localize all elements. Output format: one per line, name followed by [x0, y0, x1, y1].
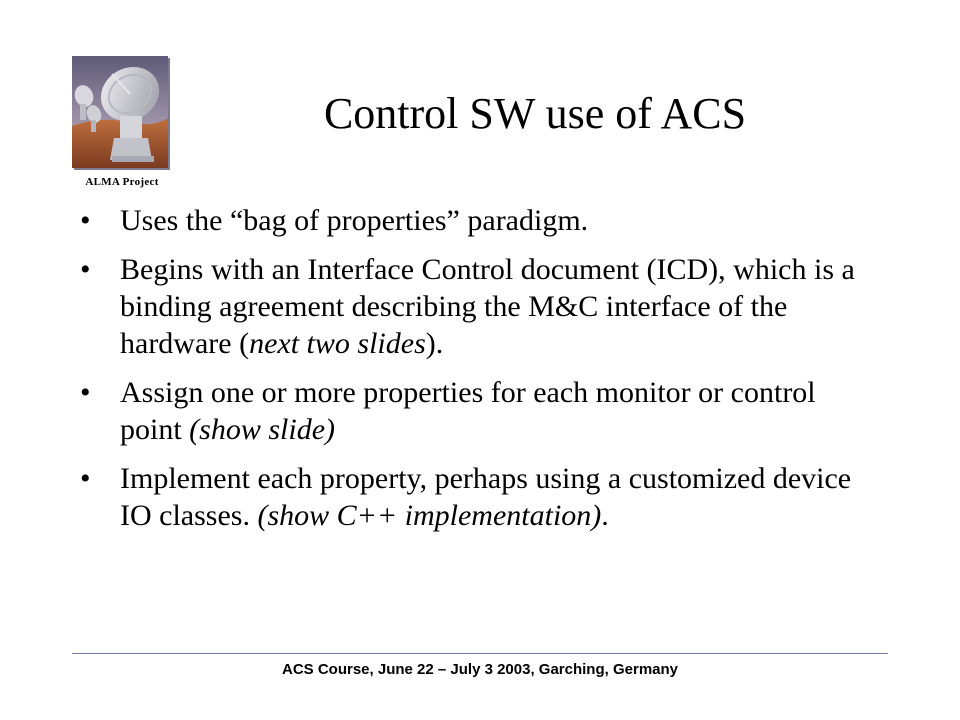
bullet-text-run: . — [601, 499, 609, 532]
bullet-text-run: Uses the “bag of properties” paradigm. — [120, 204, 589, 237]
bullet-dot: • — [80, 204, 91, 237]
bullet-text — [120, 462, 851, 532]
logo-caption: ALMA Project — [85, 176, 159, 188]
footer-text: ACS Course, June 22 – July 3 2003, Garching, Germany — [282, 661, 678, 678]
bullet-text-run: Begins with an Interface Control document (ICD), which is a binding agreement describing the M&C interface of the hardware ( — [120, 253, 855, 360]
bullet-text-run: Assign one or more properties for each monitor or control point — [120, 376, 816, 446]
bullet-dot: • — [80, 376, 91, 409]
bullet-dot: • — [80, 253, 91, 286]
bullet-text-run: Implement each property, perhaps using a customized device IO classes. — [120, 462, 852, 532]
bullet-item — [80, 460, 880, 534]
bullet-dot: • — [80, 462, 91, 495]
alma-logo-image — [72, 56, 168, 168]
bullet-italic-text: (show C++ implementation) — [257, 499, 602, 532]
bullet-item — [80, 251, 880, 362]
bullet-italic-text: (show slide) — [189, 413, 335, 446]
bullet-item — [80, 202, 880, 239]
bullet-list — [80, 202, 880, 546]
bullet-text — [120, 253, 855, 360]
bullet-item — [80, 374, 880, 448]
bullet-text-run: ). — [425, 327, 444, 360]
footer-divider — [72, 653, 888, 654]
bullet-text — [120, 204, 588, 237]
bullet-italic-text: next two slides — [249, 327, 426, 360]
bullet-text — [120, 376, 816, 446]
radio-telescope-icon — [72, 56, 168, 168]
slide-title: Control SW use of ACS — [323, 89, 747, 138]
